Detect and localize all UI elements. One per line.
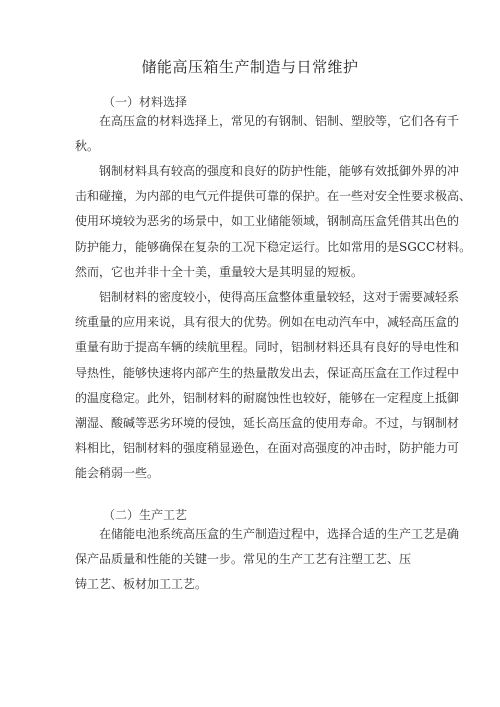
text-line: 使用环境较为恶劣的场景中，如工业储能领域，钢制高压盒凭借其出色的 xyxy=(75,214,460,229)
text-line: 潮湿、酸碱等恶劣环境的侵蚀，延长高压盒的使用寿命。不过，与钢制材 xyxy=(75,416,460,431)
paragraph-aluminum xyxy=(75,285,460,487)
section-heading-production: （二）生产工艺 xyxy=(103,508,188,522)
document-title: 储能高压箱生产制造与日常维护 xyxy=(141,58,359,76)
text-line: 然而，它也并非十全十美，重量较大是其明显的短板。 xyxy=(75,264,364,279)
text-line: 钢制材料具有较高的强度和良好的防护性能，能够有效抵御外界的冲 xyxy=(99,164,460,178)
text-line: 在高压盒的材料选择上，常见的有钢制、铝制、塑胶等，它们各有千 xyxy=(99,114,460,128)
paragraph-steel xyxy=(75,159,472,285)
text-line: 的温度稳定。此外，铝制材料的耐腐蚀性也较好，能够在一定程度上抵御 xyxy=(75,390,460,405)
text-line: 击和碰撞，为内部的电气元件提供可靠的保护。在一些对安全性要求极高、 xyxy=(75,189,472,204)
text-line: 重量有助于提高车辆的续航里程。同时，铝制材料还具有良好的导电性和 xyxy=(75,340,460,355)
text-line: 在储能电池系统高压盒的生产制造过程中，选择合适的生产工艺是确 xyxy=(99,527,460,541)
section-heading-materials: （一）材料选择 xyxy=(103,95,188,109)
text-line: 导热性，能够快速将内部产生的热量散发出去，保证高压盒在工作过程中 xyxy=(75,365,460,380)
text-line: 铝制材料的密度较小，使得高压盒整体重量较轻，这对于需要减轻系 xyxy=(99,290,460,304)
text-line: 秋。 xyxy=(75,139,100,154)
text-line: 料相比，铝制材料的强度稍显逊色，在面对高强度的冲击时，防护能力可 xyxy=(75,441,460,456)
text-line: 保产品质量和性能的关键一步。常见的生产工艺有注塑工艺、压 xyxy=(75,552,412,567)
text-line: 防护能力，能够确保在复杂的工况下稳定运行。比如常用的是SGCC材料。 xyxy=(75,239,472,254)
paragraph-production xyxy=(75,522,460,598)
text-line: 能会稍弱一些。 xyxy=(75,466,160,481)
text-line: 统重量的应用来说，具有很大的优势。例如在电动汽车中，减轻高压盒的 xyxy=(75,315,460,330)
text-line: 铸工艺、板材加工工艺。 xyxy=(75,577,208,592)
paragraph-materials-intro xyxy=(75,109,460,159)
